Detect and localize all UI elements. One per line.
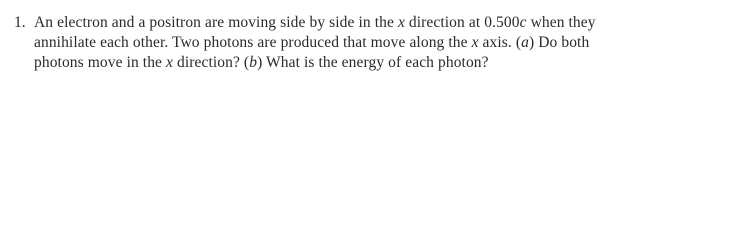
text-segment-italic: x <box>166 54 174 71</box>
text-segment: ) Do both <box>528 34 590 51</box>
text-segment: direction at 0.500 <box>404 14 520 31</box>
text-segment: when they <box>526 14 596 31</box>
problem-line-2 <box>34 33 724 53</box>
text-segment-italic: a <box>521 34 529 51</box>
text-segment: direction? ( <box>173 54 250 71</box>
problem-number: 1. <box>14 14 26 31</box>
text-segment: ) What is the energy of each photon? <box>257 54 489 71</box>
text-segment: photons move in the <box>34 54 167 71</box>
text-segment: axis. ( <box>478 34 522 51</box>
text-segment-italic: x <box>397 14 405 31</box>
problem-1 <box>14 13 724 73</box>
text-segment: An electron and a positron are moving side by side in the <box>34 14 398 31</box>
problem-line-3 <box>34 53 724 73</box>
text-segment: annihilate each other. Two photons are produced that move along the <box>34 34 472 51</box>
text-segment-italic: b <box>249 54 258 71</box>
problem-line-1 <box>34 13 724 33</box>
text-segment-italic: c <box>519 14 527 31</box>
text-segment-italic: x <box>471 34 479 51</box>
problem-text <box>34 13 724 73</box>
